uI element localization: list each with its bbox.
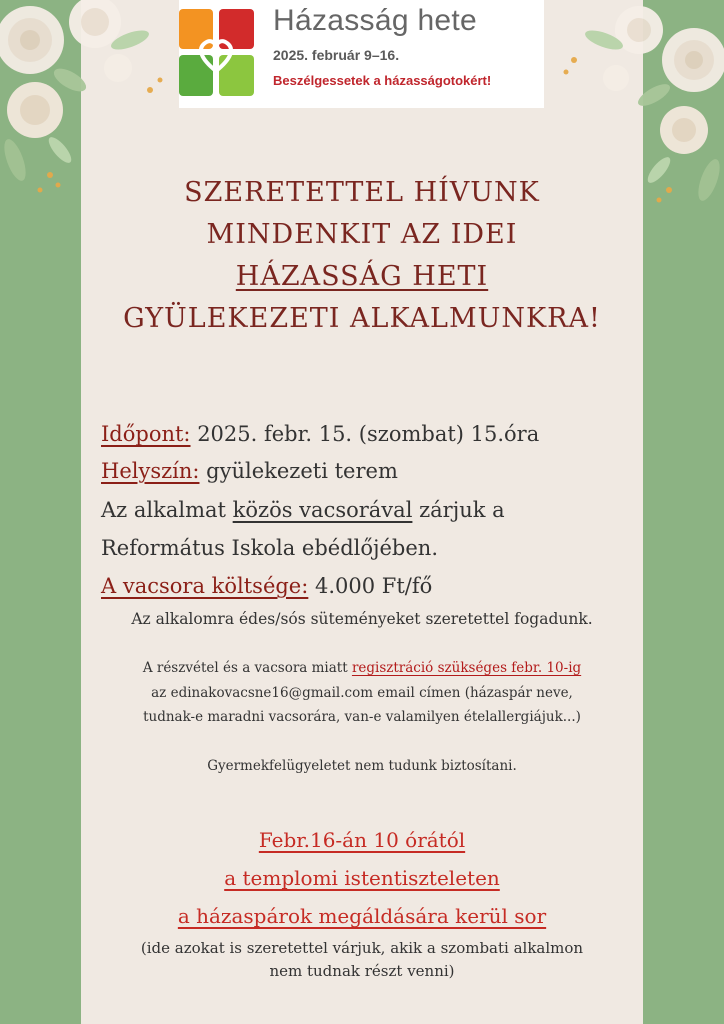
headline-line-1: SZERETETTEL HÍVUNK	[184, 177, 540, 208]
sunday-line-1-text: Febr.16-án 10 órától	[258, 828, 466, 852]
sunday-line-1	[81, 828, 643, 852]
logo-slogan: Beszélgessetek a házasságotokért!	[273, 73, 492, 88]
flower-decoration-left	[0, 0, 180, 200]
cakes-note: Az alkalomra édes/sós süteményeket szeretettel fogadunk.	[131, 610, 593, 628]
registration-line-2: az edinakovacsne16@gmail.com email címen (házaspár neve,	[151, 685, 573, 701]
hazassag-hete-logo	[179, 0, 544, 108]
dinner-pre: Az alkalmat	[101, 498, 233, 522]
dinner-post: zárjuk a	[412, 498, 505, 522]
sunday-line-3-text: a házaspárok megáldására kerül sor	[177, 904, 547, 928]
dinner-line	[101, 498, 505, 522]
place-label: Helyszín:	[101, 459, 200, 483]
registration-deadline: regisztráció szükséges febr. 10-ig	[351, 660, 582, 676]
invitation-headline	[81, 172, 643, 340]
registration-pre: A részvétel és a vacsora miatt	[142, 660, 352, 676]
childcare-note: Gyermekfelügyeletet nem tudunk biztosítani.	[207, 758, 517, 774]
headline-line-4: GYÜLEKEZETI ALKALMUNKRA!	[123, 303, 601, 334]
headline-line-3: HÁZASSÁG HETI	[235, 261, 489, 292]
dinner-place: Református Iskola ebédlőjében.	[101, 536, 439, 560]
logo-title: Házasság hete	[273, 4, 478, 37]
place-line	[101, 459, 398, 483]
place-value: gyülekezeti terem	[199, 459, 398, 483]
headline-line-2: MINDENKIT AZ IDEI	[206, 219, 518, 250]
sunday-line-3	[81, 904, 643, 928]
registration-line-1	[81, 660, 643, 676]
cost-label: A vacsora költsége:	[101, 574, 309, 598]
sunday-line-2	[81, 866, 643, 890]
cost-line	[101, 574, 432, 598]
time-value: 2025. febr. 15. (szombat) 15.óra	[190, 422, 540, 446]
dinner-link: közös vacsorával	[232, 498, 413, 522]
sunday-note-2: nem tudnak részt venni)	[269, 962, 455, 980]
time-label: Időpont:	[101, 422, 191, 446]
heart-logo-icon	[179, 9, 254, 96]
registration-line-3: tudnak-e maradni vacsorára, van-e valamilyen ételallergiájuk...)	[143, 709, 581, 725]
time-line	[101, 422, 539, 446]
sunday-note-1: (ide azokat is szeretettel várjuk, akik a szombati alkalmon	[140, 939, 584, 957]
cost-value: 4.000 Ft/fő	[308, 574, 433, 598]
logo-date: 2025. február 9–16.	[273, 47, 400, 63]
sunday-line-2-text: a templomi istentiszteleten	[224, 866, 500, 890]
